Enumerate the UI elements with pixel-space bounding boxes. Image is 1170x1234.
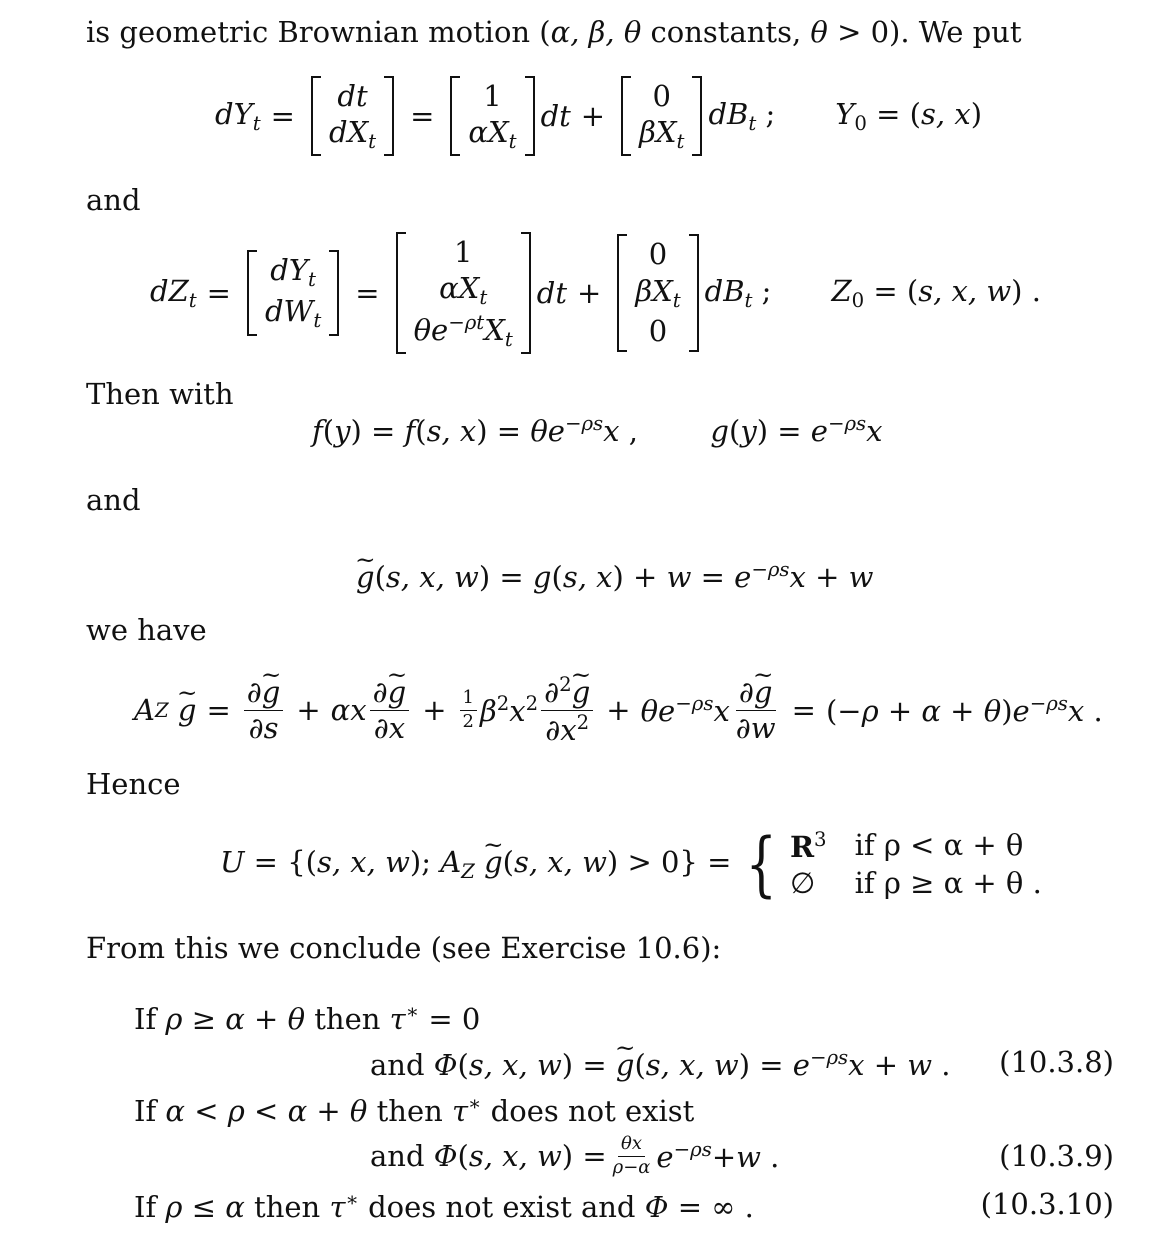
and-text-2: and: [86, 483, 141, 517]
equation-number-3: (10.3.10): [980, 1187, 1114, 1221]
and-text-1: and: [86, 183, 141, 217]
case1-result: and Φ(s, x, w) = ~ g(s, x, $w) = e^{-\rho s}x + w$ .: [370, 1048, 951, 1080]
set-case-R: R: [789, 829, 815, 864]
equation-dY: $dY_t$ = dt $dX_t$ = 1 $\alpha X_t$ dt + 0 $\beta X_t$ $dB_t$ ; $Y_0 = (s$, x): [215, 78, 982, 154]
intro-text: is geometric Brownian motion (α, β, θ constants, θ > 0). We put: [86, 15, 1022, 49]
set-condition-1: if ρ < α + θ: [854, 828, 1024, 863]
set-case-empty: ∅: [789, 865, 816, 900]
case3-statement: If ρ ≤ α then τ∗ does not exist and Φ = ∞ .: [134, 1188, 754, 1224]
set-condition-2: if ρ ≥ α + θ .: [854, 865, 1042, 900]
case1-condition: If ρ ≥ α + θ then τ∗ = 0: [134, 1000, 481, 1036]
case2-condition: If α < ρ < α + θ then τ∗ does not exist: [134, 1092, 695, 1128]
equation-U-set: U = {(s, x, w); $A_Z$ ~ g(s, x, w) > 0} = { $R^3$ if ρ < α + θ ∅ if ρ ≥ α + θ .: [220, 826, 1042, 902]
then-with-text: Then with: [86, 377, 234, 411]
case2-result: and Φ(s, x, w) = $\frac{\theta x}{\rho-\alpha}$ $e^{-\rho s}+w$ .: [370, 1132, 780, 1178]
we-have-text: we have: [86, 613, 207, 647]
equation-number-1: (10.3.8): [999, 1045, 1114, 1079]
equation-g-tilde: ~ g(s, x, w) = g(s, $x) + w = e^{-\rho s}x + w$: [356, 560, 873, 592]
equation-number-2: (10.3.9): [999, 1139, 1114, 1173]
conclusion-text: From this we conclude (see Exercise 10.6):: [86, 931, 722, 965]
equation-generator: A Z ~ g = $\frac{\partial\sim g}{\partial s}$ + αx $\frac{\partial\sim g}{\partial x}$ + $\frac{1}{2}$ $\beta^2x^2$ $\frac{\partial^2\sim g}{\partial x^2}$ + $\theta e^{-\rho s}x$ $\frac{\partial\sim g}{\partial w}$ = $(-\rho + \alpha + \theta)e^{-\rho s}x$ .: [134, 672, 1103, 748]
hence-text: Hence: [86, 767, 181, 801]
equation-f-g: f(y) = f(s, $x) = \theta e^{-\rho s}x$ , $g(y) = e^{-\rho s}x$: [312, 412, 883, 448]
equation-dZ: $dZ_t$ = $dY_t$ $dW_t$ = 1 $\alpha X_t$ $\theta e^{-\rho t}X_t$ dt + 0 $\beta X_t$ 0 $dB_t$ ; $Z_0 = (s$, x, w) .: [150, 236, 1041, 350]
